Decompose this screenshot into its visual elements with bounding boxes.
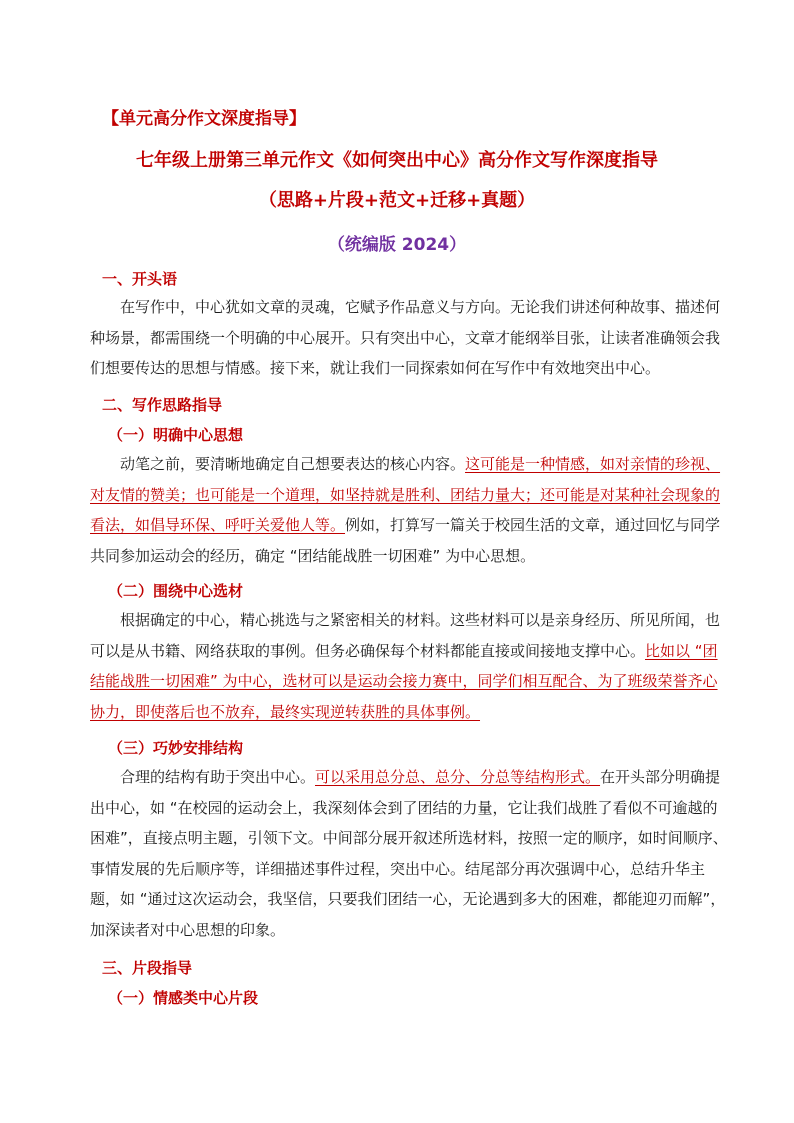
- select-material-text: 根据确定的中心，精心挑选与之紧密相关的材料。这些材料可以是亲身经历、所见所闻，也可以是从书籍、网络获取的事例。但务必确保每个材料都能直接或间接地支撑中心。: [90, 611, 721, 660]
- arrange-structure-paragraph: [90, 762, 730, 945]
- select-material-highlight: 比如以 “团结能战胜一切困难” 为中心，选材可以是运动会接力赛中，同学们相互配合、为了班级荣誉齐心协力，即使落后也不放弃，最终实现逆转获胜的具体事例。: [90, 641, 718, 721]
- subheading-emotion-fragment: （一）情感类中心片段: [108, 989, 259, 1007]
- subheading-select-material: （二）围绕中心选材: [108, 582, 244, 600]
- clarify-center-example: 例如，打算写一篇关于校园生活的文章，通过回忆与同学共同参加运动会的经历，确定 “团结能战胜一切困难” 为中心思想。: [90, 516, 721, 565]
- section-heading-fragments: 三、片段指导: [102, 959, 193, 977]
- intro-paragraph: 在写作中，中心犹如文章的灵魂，它赋予作品意义与方向。无论我们讲述何种故事、描述何种场景，都需围绕一个明确的中心展开。只有突出中心，文章才能纲举目张，让读者准确领会我们想要传达的思想与情感。接下来，就让我们一同探索如何在写作中有效地突出中心。: [90, 298, 721, 377]
- page-title: 七年级上册第三单元作文《如何突出中心》高分作文写作深度指导: [136, 150, 658, 171]
- unit-tag: 【单元高分作文深度指导】: [102, 109, 306, 129]
- arrange-structure-highlight: 可以采用总分总、总分、分总等结构形式。: [315, 768, 601, 786]
- section-heading-intro: 一、开头语: [102, 270, 178, 288]
- section-heading-guide: 二、写作思路指导: [102, 396, 223, 414]
- arrange-structure-text: 合理的结构有助于突出中心。: [120, 768, 316, 786]
- clarify-center-highlight: 这可能是一种情感，如对亲情的珍视、对友情的赞美；也可能是一个道理，如坚持就是胜利、团结力量大；还可能是对某种社会现象的看法，如倡导环保、呼吁关爱他人等。: [90, 455, 721, 534]
- subheading-arrange-structure: （三）巧妙安排结构: [108, 739, 244, 757]
- page-subtitle: （思路+片段+范文+迁移+真题）: [258, 190, 536, 211]
- select-material-paragraph: [90, 605, 730, 727]
- subheading-clarify-center: （一）明确中心思想: [108, 426, 244, 444]
- arrange-structure-detail: 在开头部分明确提出中心，如 “在校园的运动会上，我深刻体会到了团结的力量，它让我们战胜了看似不可逾越的困难”，直接点明主题，引领下文。中间部分展开叙述所选材料，按照一定的顺序，如时间顺序、事情发展的先后顺序等，详细描述事件过程，突出中心。结尾部分再次强调中心，总结升华主题，如 “通过这次运动会，我坚信，只要我们团结一心，无论遇到多大的困难，都能迎刃而解”，加深读者对中心思想的印象。: [90, 768, 728, 939]
- edition-label: （统编版 2024）: [327, 235, 467, 255]
- clarify-center-text: 动笔之前，要清晰地确定自己想要表达的核心内容。: [120, 455, 466, 473]
- clarify-center-paragraph: [90, 449, 730, 571]
